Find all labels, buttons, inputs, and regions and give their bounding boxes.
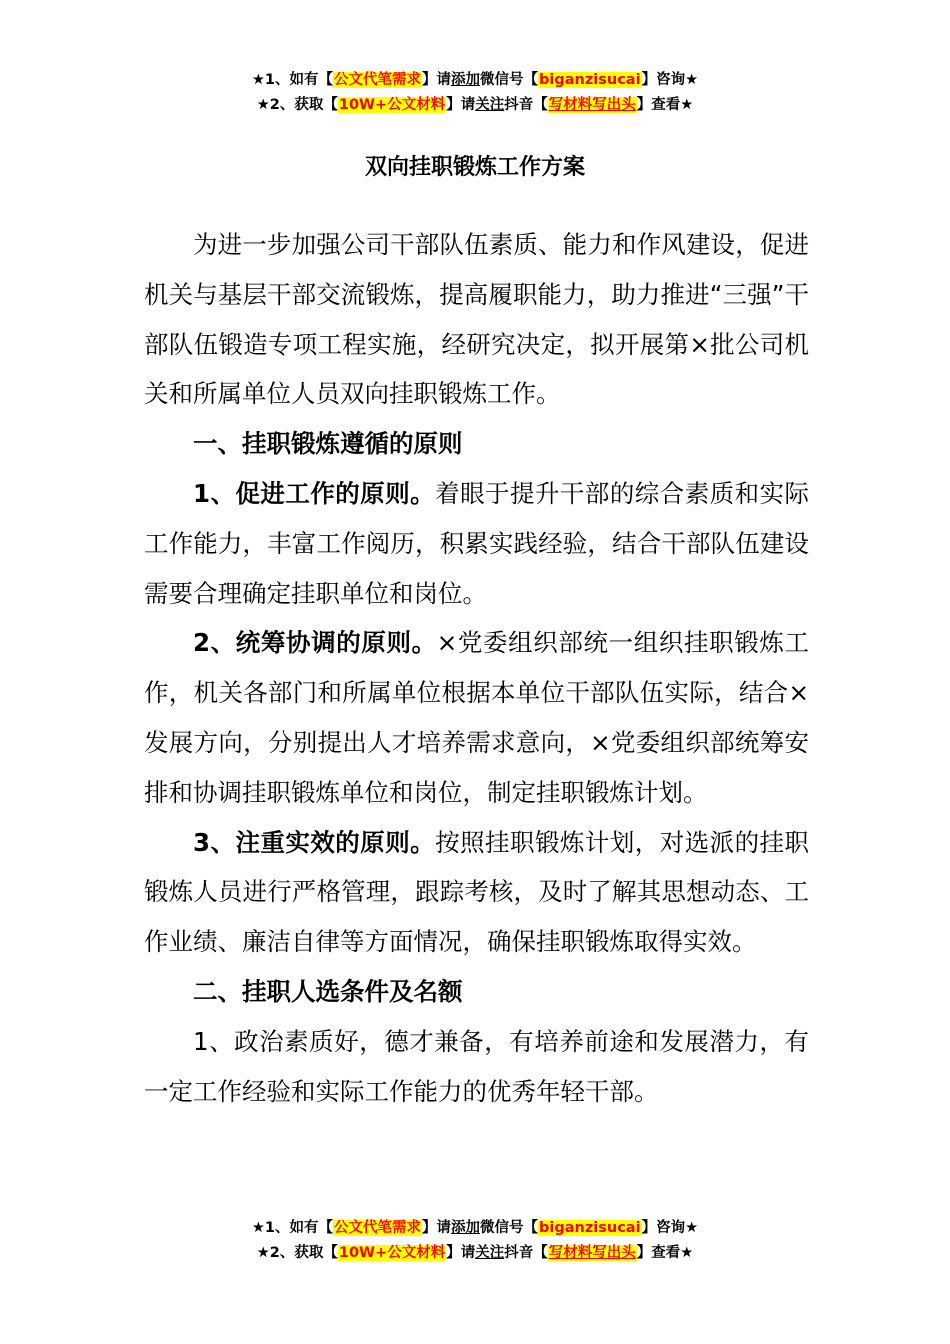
douyin-id-highlight: 写材料写出头 [548,97,636,113]
principle-paragraph [144,618,809,817]
promo-banner-top [0,68,950,118]
promo-text: ★1、如有【 [251,72,334,88]
promo-banner-bottom [0,1216,950,1266]
promo-highlight: 10W+公文材料 [338,97,446,113]
promo-line-1 [0,68,950,93]
promo-text: 】咨询★ [641,72,699,88]
principle-paragraph [144,818,809,967]
promo-text: ★2、获取【 [256,97,338,113]
promo-underlined: 添加 [451,72,481,88]
principle-lead: 2、统筹协调的原则。 [193,628,437,658]
principle-text: 着眼于提升干部的综合素质和实际工作能力，丰富工作阅历，积累实践经验，结合干部队伍建设需要合理确定挂职单位和岗位。 [144,478,810,608]
promo-underlined: 关注 [475,1245,505,1261]
principle-text: 按照挂职锻炼计划，对选派的挂职锻炼人员进行严格管理，跟踪考核，及时了解其思想动态、工作业绩、廉洁自律等方面情况，确保挂职锻炼取得实效。 [144,827,810,957]
document-body [144,220,809,1116]
promo-highlight: 10W+公文材料 [338,1245,446,1261]
promo-text: 微信号【 [480,72,539,88]
promo-highlight: 公文代笔需求 [334,1220,422,1236]
promo-text: ★2、获取【 [256,1245,338,1261]
promo-text: 】查看★ [636,97,694,113]
wechat-id-highlight: biganzisucai [539,72,641,88]
principle-text: ×党委组织部统一组织挂职锻炼工作，机关各部门和所属单位根据本单位干部队伍实际，结合×发展方向，分别提出人才培养需求意向，×党委组织部统筹安排和协调挂职锻炼单位和岗位，制定挂职锻炼计划。 [144,628,809,807]
promo-underlined: 添加 [451,1220,481,1236]
promo-text: 】查看★ [636,1245,694,1261]
principle-lead: 3、注重实效的原则。 [193,827,436,857]
promo-text: 】请 [446,97,476,113]
condition-paragraph: 1、政治素质好，德才兼备，有培养前途和发展潜力，有一定工作经验和实际工作能力的优秀年轻干部。 [144,1026,809,1106]
promo-line-2 [0,93,950,118]
wechat-id-highlight: biganzisucai [539,1220,641,1236]
intro-paragraph: 为进一步加强公司干部队伍素质、能力和作风建设，促进机关与基层干部交流锻炼，提高履职能力，助力推进“三强”干部队伍锻造专项工程实施，经研究决定，拟开展第×批公司机关和所属单位人员双向挂职锻炼工作。 [144,230,809,409]
promo-text: 抖音【 [504,1245,548,1261]
promo-text: 】请 [422,1220,452,1236]
promo-text: 】咨询★ [641,1220,699,1236]
promo-text: 抖音【 [504,97,548,113]
promo-text: ★1、如有【 [251,1220,334,1236]
promo-underlined: 关注 [475,97,505,113]
promo-text: 】请 [422,72,452,88]
document-title: 双向挂职锻炼工作方案 [364,155,585,180]
promo-text: 】请 [446,1245,476,1261]
promo-line-1 [0,1216,950,1241]
promo-text: 微信号【 [480,1220,539,1236]
section-heading: 一、挂职锻炼遵循的原则 [193,429,463,459]
section-heading: 二、挂职人选条件及名额 [193,976,463,1006]
douyin-id-highlight: 写材料写出头 [548,1245,636,1261]
promo-line-2 [0,1241,950,1266]
principle-paragraph [144,469,809,618]
principle-lead: 1、促进工作的原则。 [193,478,436,508]
promo-highlight: 公文代笔需求 [334,72,422,88]
